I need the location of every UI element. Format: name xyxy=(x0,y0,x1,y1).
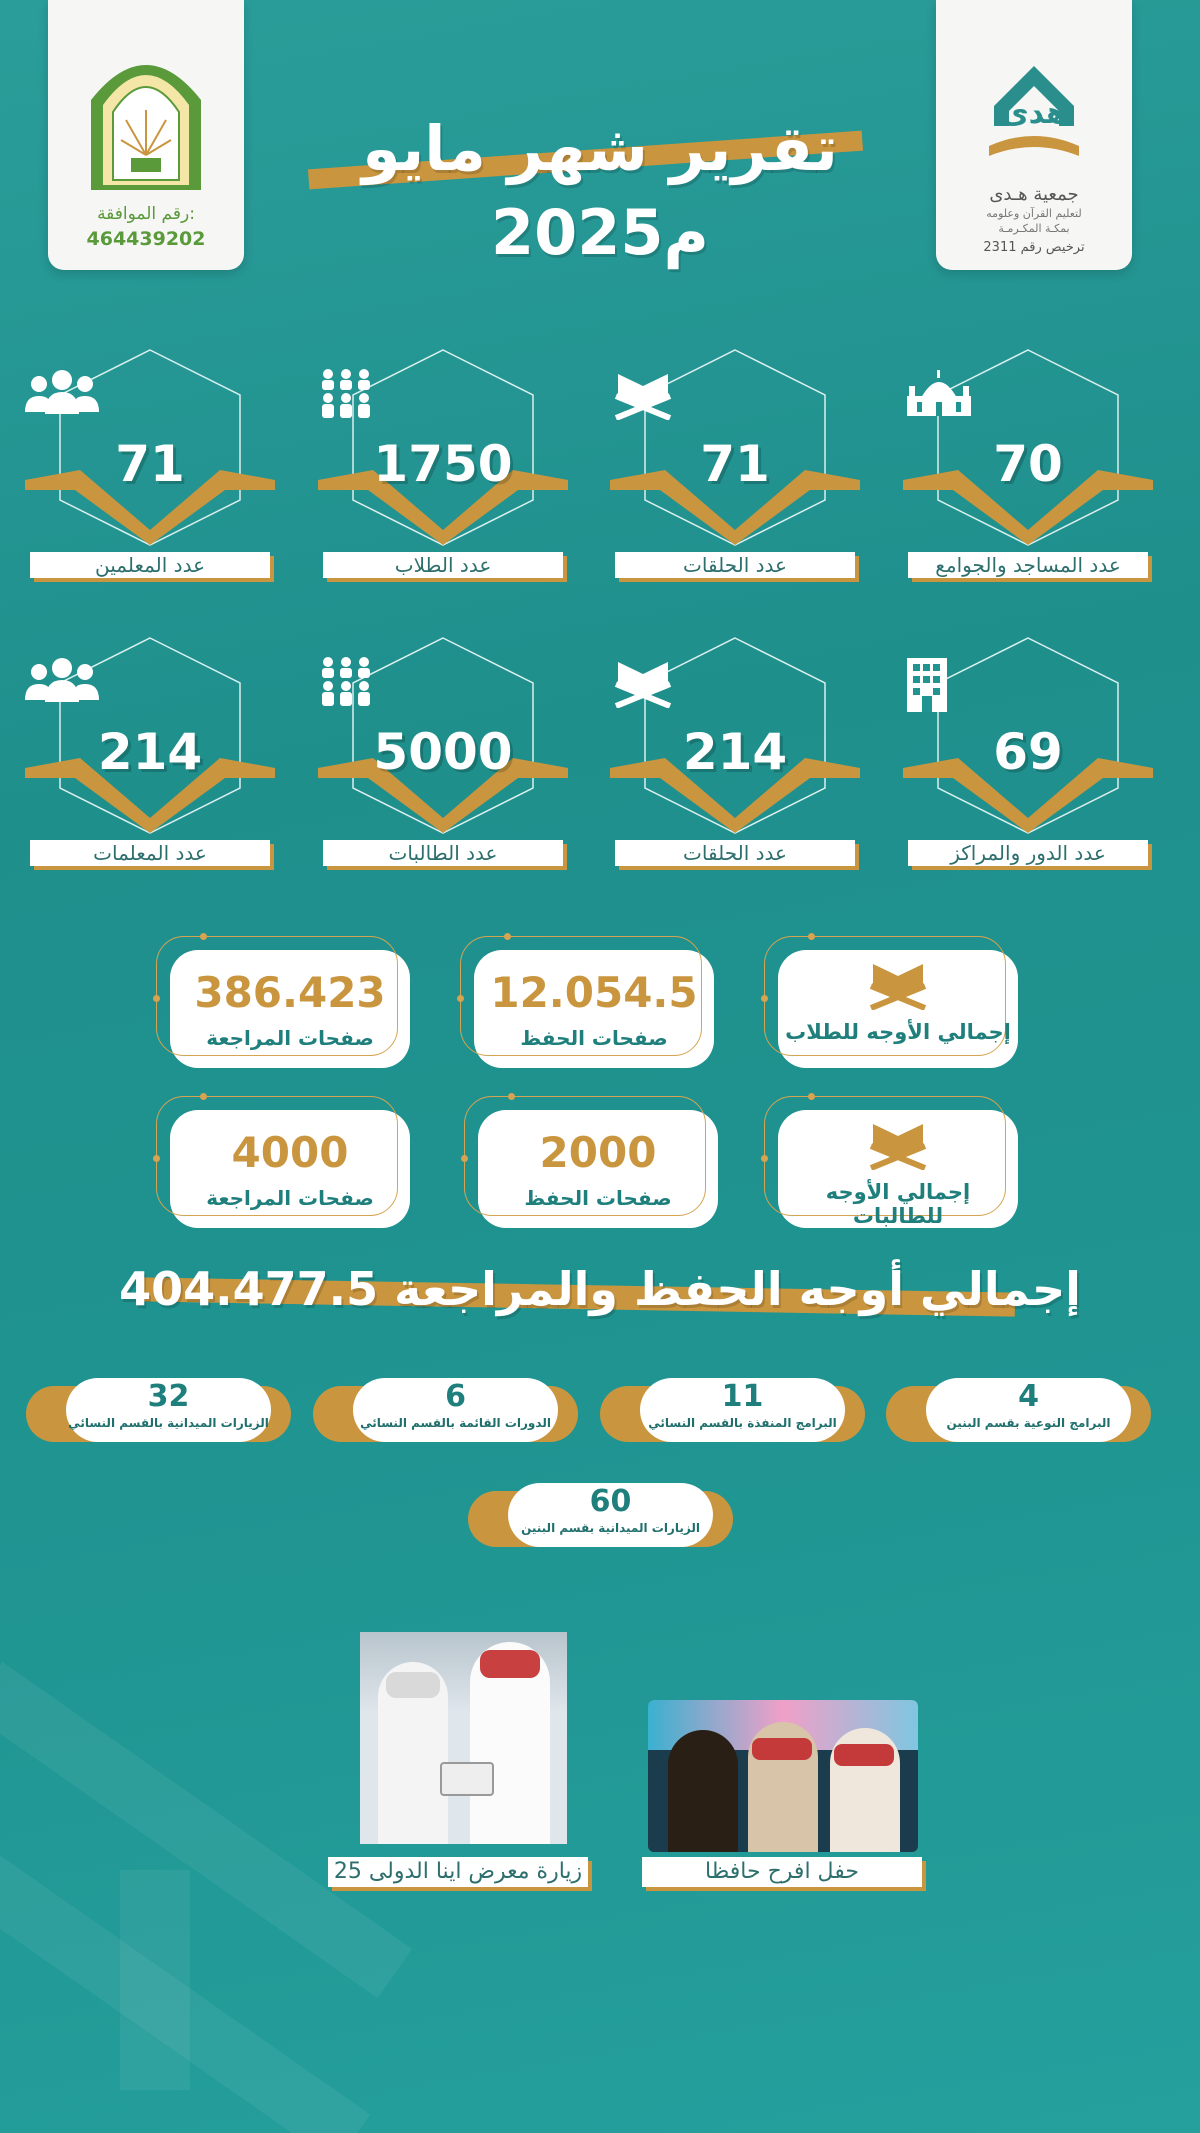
activity-value: 60 xyxy=(589,1484,632,1519)
pill-label: صفحات الحفظ xyxy=(524,1186,672,1210)
boys-memorization-pill xyxy=(474,950,714,1068)
decor-band xyxy=(120,1870,190,2090)
stat-value: 70 xyxy=(993,435,1063,493)
exhibition-photo xyxy=(360,1632,567,1844)
pill-dot xyxy=(153,1155,160,1162)
activity-value: 11 xyxy=(721,1379,764,1414)
huda-org-name: جمعية هـدى xyxy=(989,184,1079,205)
pill-dot xyxy=(808,1093,815,1100)
pill-dot xyxy=(153,995,160,1002)
pill-dot xyxy=(808,933,815,940)
stat-card xyxy=(25,340,275,560)
grand-total: 404.477.5 إجمالي أوجه الحفظ والمراجعة xyxy=(119,1262,1081,1316)
huda-license: ترخيص رقم 2311 xyxy=(983,240,1085,255)
pill-value: 2000 xyxy=(539,1128,657,1177)
stat-label: عدد الطالبات xyxy=(323,840,563,866)
pill-dot xyxy=(461,1155,468,1162)
stat-label: عدد الحلقات xyxy=(615,840,855,866)
boys-review-pill xyxy=(170,950,410,1068)
capsule-face xyxy=(66,1378,271,1442)
activity-capsule xyxy=(600,1378,865,1444)
approval-number: 464439202 xyxy=(86,228,206,250)
stat-card xyxy=(903,628,1153,848)
stat-label: عدد المعلمين xyxy=(30,552,270,578)
capsule-face xyxy=(353,1378,558,1442)
stat-label: عدد الطلاب xyxy=(323,552,563,578)
pill-value: 12.054.5 xyxy=(490,968,698,1017)
stat-value: 69 xyxy=(993,723,1063,781)
activity-capsule xyxy=(468,1483,733,1549)
activity-capsule xyxy=(26,1378,291,1444)
stat-label: عدد الدور والمراكز xyxy=(908,840,1148,866)
pill-dot xyxy=(504,933,511,940)
stat-label: عدد الحلقات xyxy=(615,552,855,578)
quran-icon xyxy=(778,1118,1018,1174)
stat-card xyxy=(903,340,1153,560)
girls-memorization-pill xyxy=(478,1110,718,1228)
girls-review-pill xyxy=(170,1110,410,1228)
pill-dot xyxy=(761,1155,768,1162)
activity-label: البرامج النوعية بقسم البنين xyxy=(946,1416,1111,1430)
capsule-face xyxy=(926,1378,1131,1442)
activity-label: البرامج المنفذة بالقسم النسائي xyxy=(648,1416,837,1430)
pill-dot xyxy=(200,1093,207,1100)
pill-label: إجمالي الأوجه للطلاب xyxy=(785,1020,1011,1044)
stat-value: 214 xyxy=(682,723,788,781)
pill-value: 386.423 xyxy=(194,968,386,1017)
girls-total-pill xyxy=(778,1110,1018,1228)
pill-label: صفحات المراجعة xyxy=(206,1026,374,1050)
activity-value: 6 xyxy=(445,1379,466,1414)
stat-value: 214 xyxy=(97,723,203,781)
stat-value: 1750 xyxy=(373,435,513,493)
photo-caption-exhibition: زيارة معرض اينا الدولى 25 xyxy=(328,1857,588,1887)
activity-label: الدورات القائمة بالقسم النسائي xyxy=(360,1416,551,1430)
activity-value: 4 xyxy=(1018,1379,1039,1414)
activity-value: 32 xyxy=(147,1379,190,1414)
stat-label: عدد المساجد والجوامع xyxy=(908,552,1148,578)
pill-dot xyxy=(457,995,464,1002)
boys-total-pill xyxy=(778,950,1018,1068)
stat-card xyxy=(318,340,568,560)
report-year: 2025م xyxy=(490,196,709,269)
pill-label: إجمالي الأوجه للطالبات xyxy=(825,1180,971,1228)
photo-caption-ceremony: حفل افرح حافظا xyxy=(642,1857,922,1887)
stat-card xyxy=(318,628,568,848)
approval-label: رقم الموافقة: xyxy=(97,204,195,224)
huda-line1: لتعليم القرآن وعلومه xyxy=(986,207,1082,220)
quran-icon xyxy=(778,958,1018,1014)
stat-label: عدد المعلمات xyxy=(30,840,270,866)
pill-label: صفحات المراجعة xyxy=(206,1186,374,1210)
pill-dot xyxy=(200,933,207,940)
activity-capsule xyxy=(886,1378,1151,1444)
capsule-face xyxy=(640,1378,845,1442)
pill-dot xyxy=(508,1093,515,1100)
stat-card xyxy=(25,628,275,848)
stat-value: 5000 xyxy=(373,723,513,781)
stat-value: 71 xyxy=(700,435,770,493)
stat-value: 71 xyxy=(115,435,185,493)
stat-card xyxy=(610,340,860,560)
ceremony-photo xyxy=(648,1700,918,1852)
pill-label: صفحات الحفظ xyxy=(520,1026,668,1050)
activity-capsule xyxy=(313,1378,578,1444)
capsule-face xyxy=(508,1483,713,1547)
huda-line2: بمكـة المكـرمـة xyxy=(998,222,1070,235)
report-title: تقرير شهر مايو xyxy=(362,112,838,185)
stat-card xyxy=(610,628,860,848)
pill-value: 4000 xyxy=(231,1128,349,1177)
activity-label: الزيارات الميدانية بالقسم النسائي xyxy=(68,1416,269,1430)
huda-brand: هدى xyxy=(1001,96,1067,131)
activity-label: الزيارات الميدانية بقسم البنين xyxy=(521,1521,700,1535)
pill-dot xyxy=(761,995,768,1002)
